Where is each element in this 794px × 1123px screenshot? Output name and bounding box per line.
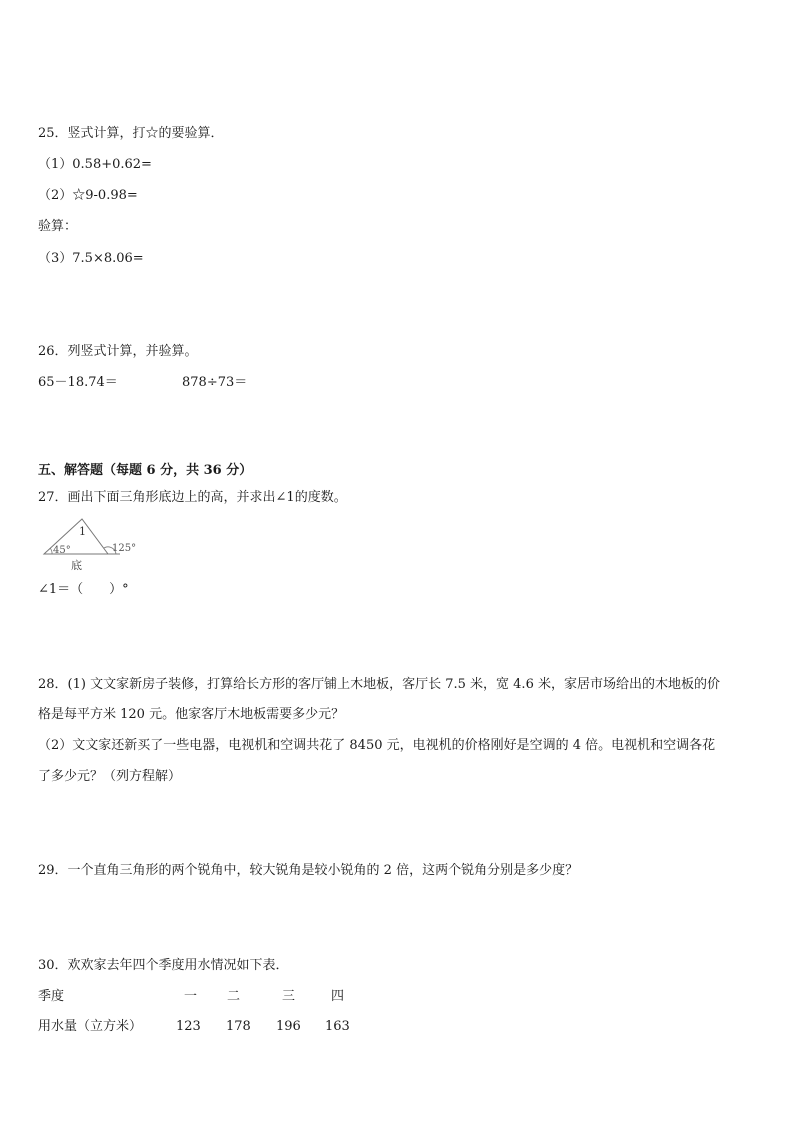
q30-title: 30．欢欢家去年四个季度用水情况如下表． xyxy=(38,958,289,973)
section-heading: 五、解答题（每题 6 分，共 36 分） xyxy=(38,463,253,478)
base-label: 底 xyxy=(71,559,82,572)
q25-item-3: （3）7.5×8.06= xyxy=(38,251,144,266)
q25-item-2: （2）☆9-0.98= xyxy=(38,188,138,203)
q28-line-2: 格是每平方米 120 元。他家客厅木地板需要多少元？ xyxy=(38,707,345,722)
triangle-svg xyxy=(40,517,150,575)
q29-title: 29．一个直角三角形的两个锐角中，较大锐角是较小锐角的 2 倍，这两个锐角分别是多少度？ xyxy=(38,863,579,878)
q25-title: 25．竖式计算，打☆的要验算． xyxy=(38,126,224,141)
table-cell: 163 xyxy=(325,1019,350,1034)
q28-line-4: 了多少元？（列方程解） xyxy=(38,769,182,784)
q26-title: 26．列竖式计算，并验算。 xyxy=(38,344,198,359)
q25-check-label: 验算： xyxy=(38,219,78,234)
q28-line-1: 28．(1) 文文家新房子装修，打算给长方形的客厅铺上木地板，客厅长 7.5 米，宽 4.6 米，家居市场给出的木地板的价 xyxy=(38,677,720,692)
q27-answer: ∠1＝（ ）° xyxy=(38,582,129,597)
table-cell: 196 xyxy=(276,1019,301,1034)
q28-line-3: （2）文文家还新买了一些电器，电视机和空调共花了 8450 元，电视机的价格刚好是空调的 4 倍。电视机和空调各花 xyxy=(38,738,716,753)
table-header-cell: 一 xyxy=(184,989,198,1004)
table-header-label: 季度 xyxy=(38,989,65,1004)
triangle-figure xyxy=(40,517,150,579)
table-cell: 178 xyxy=(226,1019,251,1034)
angle-1-label: 1 xyxy=(79,525,86,538)
angle-125-label: 125° xyxy=(112,543,137,554)
table-header-cell: 三 xyxy=(282,989,296,1004)
table-header-cell: 二 xyxy=(227,989,241,1004)
q25-item-1: （1）0.58+0.62= xyxy=(38,157,152,172)
table-row-label: 用水量（立方米） xyxy=(38,1019,143,1034)
q26-expression-1: 65－18.74＝ xyxy=(38,375,118,390)
table-header-cell: 四 xyxy=(331,989,345,1004)
q26-expression-2: 878÷73＝ xyxy=(182,375,248,390)
q27-title: 27．画出下面三角形底边上的高，并求出∠1的度数。 xyxy=(38,490,347,505)
table-cell: 123 xyxy=(176,1019,201,1034)
angle-45-label: 45° xyxy=(53,545,71,556)
